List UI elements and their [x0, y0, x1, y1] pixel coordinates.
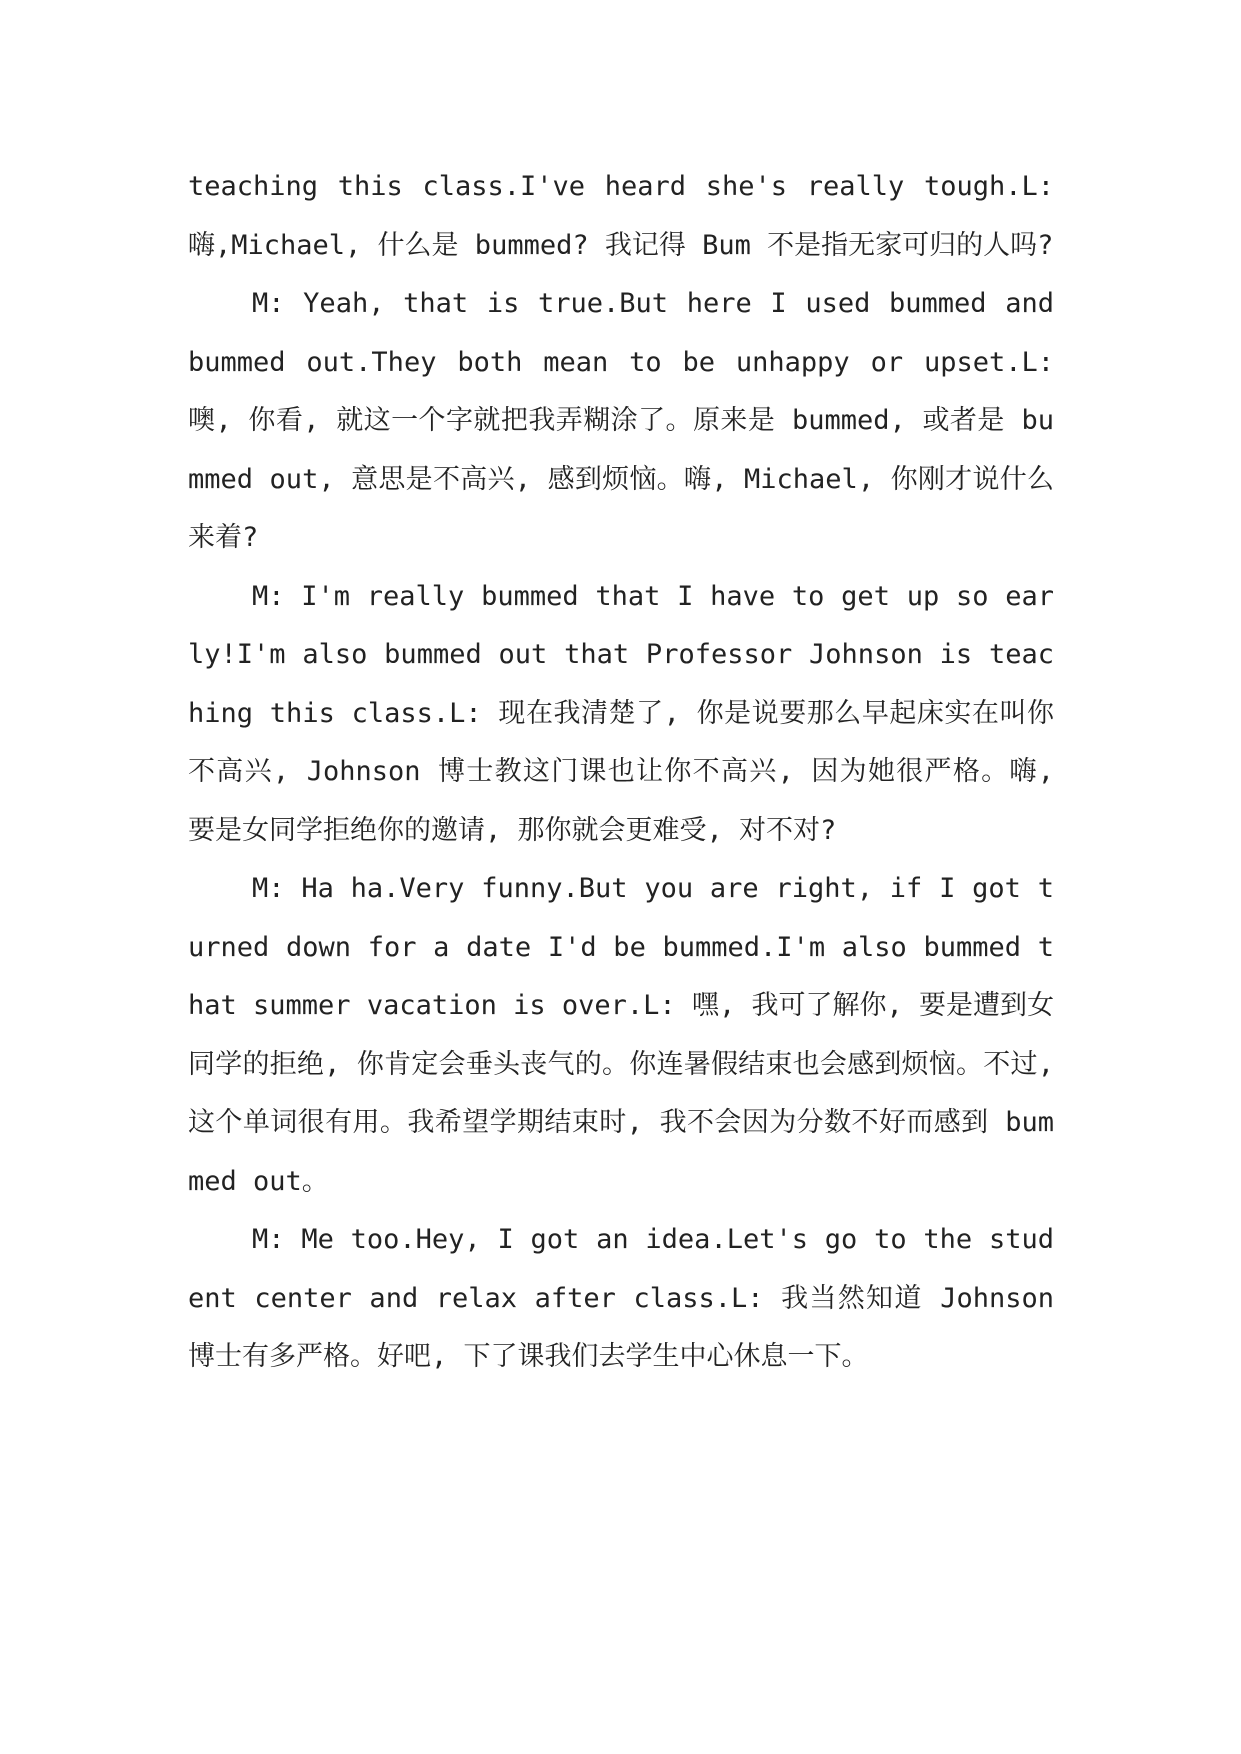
paragraph-5: M: Me too.Hey, I got an idea.Let's go to the student center and relax after class.L: 我当然知道 Johnson 博士有多严格。好吧, 下了课我们去学生中心休息一下。	[188, 1224, 1054, 1372]
paragraph-4: M: Ha ha.Very funny.But you are right, if I got turned down for a date I'd be bummed.I'm also bummed that summer vacation is over.L: 嘿, 我可了解你, 要是遭到女同学的拒绝, 你肯定会垂头丧气的。你连暑假结束也会感到烦恼。不过, 这个单词很有用。我希望学期结束时, 我不会因为分数不好而感到 bummed out。	[188, 873, 1054, 1197]
paragraph-2: M: Yeah, that is true.But here I used bummed and bummed out.They both mean to be unhappy or upset.L: 噢, 你看, 就这一个字就把我弄糊涂了。原来是 bummed, 或者是 bummed out, 意思是不高兴, 感到烦恼。嗨, Michael, 你刚才说什么来着?	[188, 288, 1054, 553]
document-body	[188, 158, 1054, 1387]
paragraph-1: teaching this class.I've heard she's really tough.L: 嗨,Michael, 什么是 bummed? 我记得 Bum 不是指无家可归的人吗?	[188, 171, 1054, 261]
paragraph-3: M: I'm really bummed that I have to get up so early!I'm also bummed out that Professor Johnson is teaching this class.L: 现在我清楚了, 你是说要那么早起床实在叫你不高兴, Johnson 博士教这门课也让你不高兴, 因为她很严格。嗨, 要是女同学拒绝你的邀请, 那你就会更难受, 对不对?	[188, 580, 1054, 846]
